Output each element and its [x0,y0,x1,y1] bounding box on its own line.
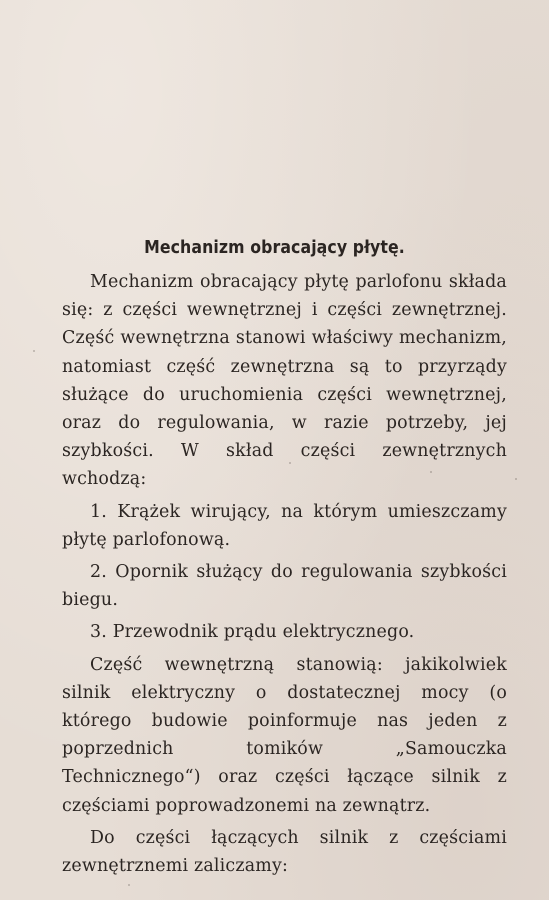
paper-speck [128,884,130,886]
list-item-1: 1. Krążek wirujący, na którym umieszczamy płytę parlofonową. [62,501,507,550]
body-text [62,268,507,880]
paper-speck [33,350,35,352]
paper-speck [515,478,517,480]
list-item-3: 3. Przewodnik prądu elektrycznego. [90,622,415,643]
paragraph-intro: Mechanizm obracający płytę parlofonu składa się: z części wewnętrznej i części zewnętrznej. Część wewnętrzna stanowi właściwy mechanizm, natomiast część zewnętrzna są to przyrządy służące do uruchomienia części wewnętrznej, oraz do regulowania, w razie potrzeby, jej szybkości. W skład części zewnętrznych wchodzą: [62,272,507,490]
paper-speck [430,471,432,473]
list-item-2: 2. Opornik służący do regulowania szybkości biegu. [62,562,507,611]
paper-speck [289,462,291,464]
section-heading: Mechanizm obracający płytę. [144,238,405,258]
paragraph-connecting-parts: Do części łączących silnik z częściami zewnętrznemi zaliczamy: [62,827,507,877]
paragraph-internal-part: Część wewnętrzną stanowią: jakikolwiek silnik elektryczny o dostatecznej mocy (o którego budowie poinformuje nas jeden z poprzednich tomików „Samouczka Technicznego“) oraz części łączące silnik z częściami poprowadzonemi na zewnątrz. [62,654,507,816]
